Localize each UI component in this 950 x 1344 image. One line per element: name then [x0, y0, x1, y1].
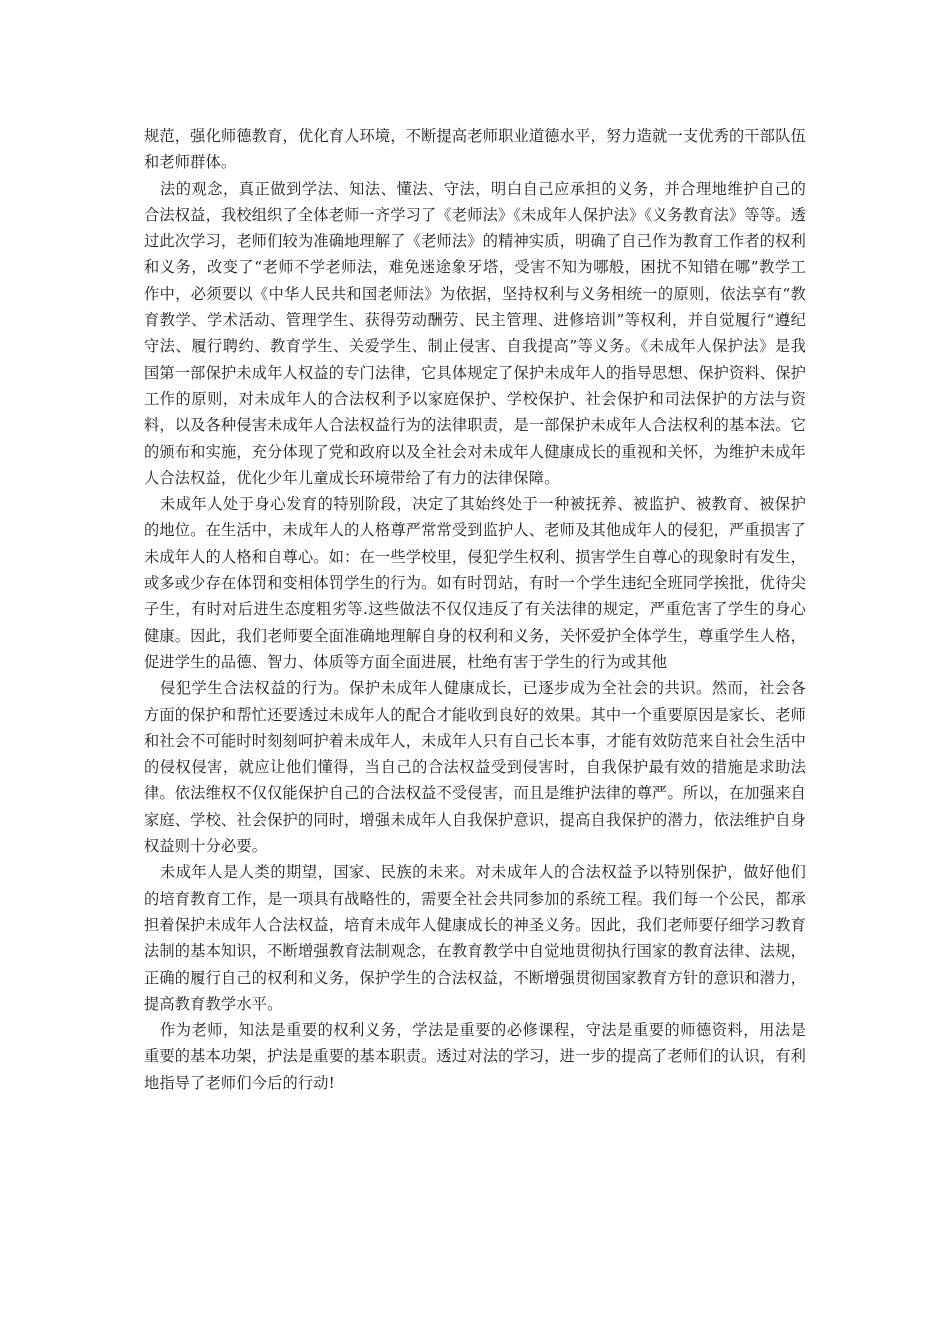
paragraph-self-protection: 侵犯学生合法权益的行为。保护未成年人健康成长，已逐步成为全社会的共识。然而，社会各方面的保护和帮忙还要透过未成年人的配合才能收到良好的效果。其中一个重要原因是家长、老师和社会不可能时时刻刻呵护着未成年人，未成年人只有自己长本事，才能有效防范来自社会生活中的侵权侵害，就应让他们懂得，当自己的合法权益受到侵害时，自我保护最有效的措施是求助法律。依法维权不仅仅能保护自己的合法权益不受侵害，而且是维护法律的尊严。所以，在加强来自家庭、学校、社会保护的同时，增强未成年人自我保护意识，提高自我保护的潜力，依法维护自身权益则十分必要。 — [144, 679, 806, 856]
paragraph-continuation: 规范，强化师德教育，优化育人环境，不断提高老师职业道德水平，努力造就一支优秀的干部队伍和老师群体。 — [144, 127, 806, 172]
paragraph-minor-rights: 未成年人处于身心发育的特别阶段，决定了其始终处于一种被抚养、被监护、被教育、被保护的地位。在生活中，未成年人的人格尊严常常受到监护人、老师及其他成年人的侵犯，严重损害了未成年人的人格和自尊心。如：在一些学校里，侵犯学生权利、损害学生自尊心的现象时有发生，或多或少存在体罚和变相体罚学生的行为。如有时罚站，有时一个学生违纪全班同学挨批，优待尖子生，有时对后进生态度粗劣等.这些做法不仅仅违反了有关法律的规定，严重危害了学生的身心健康。因此，我们老师要全面准确地理解自身的权利和义务，关怀爱护全体学生，尊重学生人格，促进学生的品德、智力、体质等方面全面进展，杜绝有害于学生的行为或其他 — [144, 495, 806, 671]
document-body — [144, 123, 806, 1096]
paragraph-future-hope: 未成年人是人类的期望，国家、民族的未来。对未成年人的合法权益予以特别保护，做好他们的培育教育工作，是一项具有战略性的，需要全社会共同参加的系统工程。我们每一个公民，都承担着保护未成年人合法权益，培育未成年人健康成长的神圣义务。因此，我们老师要仔细学习教育法制的基本知识，不断增强教育法制观念，在教育教学中自觉地贯彻执行国家的教育法律、法规，正确的履行自己的权利和义务，保护学生的合法权益，不断增强贯彻国家教育方针的意识和潜力，提高教育教学水平。 — [144, 863, 806, 1013]
paragraph-law-study: 法的观念，真正做到学法、知法、懂法、守法，明白自己应承担的义务，并合理地维护自己的合法权益，我校组织了全体老师一齐学习了《老师法》《未成年人保护法》《义务教育法》等等。透过此次学习，老师们较为准确地理解了《老师法》的精神实质，明确了自己作为教育工作者的权利和义务，改变了“老师不学老师法，难免迷途象牙塔，受害不知为哪般，困扰不知错在哪”教学工作中，必须要以《中华人民共和国老师法》为依据，坚持权利与义务相统一的原则，依法享有“教育教学、学术活动、管理学生、获得劳动酬劳、民主管理、进修培训”等权利，并自觉履行“遵纪守法、履行聘约、教育学生、关爱学生、制止侵害、自我提高”等义务。《未成年人保护法》是我国第一部保护未成年人权益的专门法律，它具体规定了保护未成年人的指导思想、保护资料、保护工作的原则，对未成年人的合法权利予以家庭保护、学校保护、社会保护和司法保护的方法与资料，以及各种侵害未成年人合法权益行为的法律职责，是一部保护未成年人合法权利的基本法。它的颁布和实施，充分体现了党和政府以及全社会对未成年人健康成长的重视和关怀，为维护未成年人合法权益，优化少年儿童成长环境带给了有力的法律保障。 — [144, 179, 806, 487]
paragraph-conclusion: 作为老师，知法是重要的权利义务，学法是重要的必修课程，守法是重要的师德资料，用法是重要的基本功架，护法是重要的基本职责。透过对法的学习，进一步的提高了老师们的认识，有利地指导了老师们今后的行动! — [144, 1021, 806, 1092]
